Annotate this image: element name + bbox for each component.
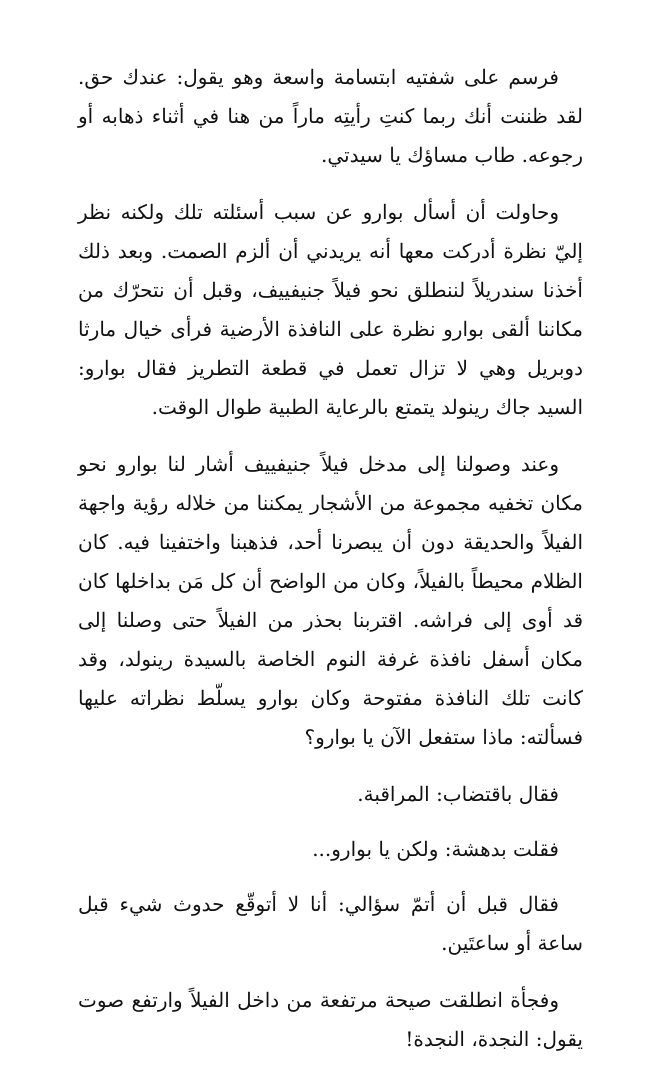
paragraph-5: فقلت بدهشة: ولكن يا بوارو... [312, 837, 559, 861]
paragraph-6: فقال قبل أن أتمّ سؤالي: أنا لا أتوقّع حدوث شيء قبل ساعة أو ساعتَين. [78, 892, 583, 955]
paragraph-3: وعند وصولنا إلى مدخل فيلاً جنيفييف أشار لنا بوارو نحو مكان تخفيه مجموعة من الأشجار يمكننا من خلاله رؤية واجهة الفيلاً والحديقة دون أن يبصرنا أحد، فذهبنا واختفينا فيه. كان الظلام محيطاً بالفيلاً، وكان من الواضح أن كل مَن بداخلها كان قد أوى إلى فراشه. اقتربنا بحذر من الفيلاً حتى وصلنا إلى مكان أسفل نافذة غرفة النوم الخاصة بالسيدة رينولد، وقد كانت تلك النافذة مفتوحة وكان بوارو يسلّط نظراته عليها فسألته: ماذا ستفعل الآن يا بوارو؟ [78, 452, 583, 749]
paragraph-7: وفجأة انطلقت صيحة مرتفعة من داخل الفيلاً وارتفع صوت يقول: النجدة، النجدة! [78, 988, 583, 1051]
paragraph-2: وحاولت أن أسأل بوارو عن سبب أسئلته تلك ولكنه نظر إليّ نظرة أدركت معها أنه يريدني أن ألزم الصمت. وبعد ذلك أخذنا سندريلاً لننطلق نحو فيلاً جنيفييف، وقبل أن نتحرّك من مكاننا ألقى بوارو نظرة على النافذة الأرضية فرأى خيال مارثا دوبريل وهي لا تزال تعمل في قطعة التطريز فقال بوارو: السيد جاك رينولد يتمتع بالرعاية الطبية طوال الوقت. [78, 200, 583, 419]
paragraph-1: فرسم على شفتيه ابتسامة واسعة وهو يقول: عندك حق. لقد ظننت أنك ربما كنتِ رأيتِه ماراً من هنا في أثناء ذهابه أو رجوعه. طاب مساؤك يا سيدتي. [78, 65, 583, 167]
book-page [78, 58, 583, 1077]
paragraph-4: فقال باقتضاب: المراقبة. [357, 782, 559, 806]
